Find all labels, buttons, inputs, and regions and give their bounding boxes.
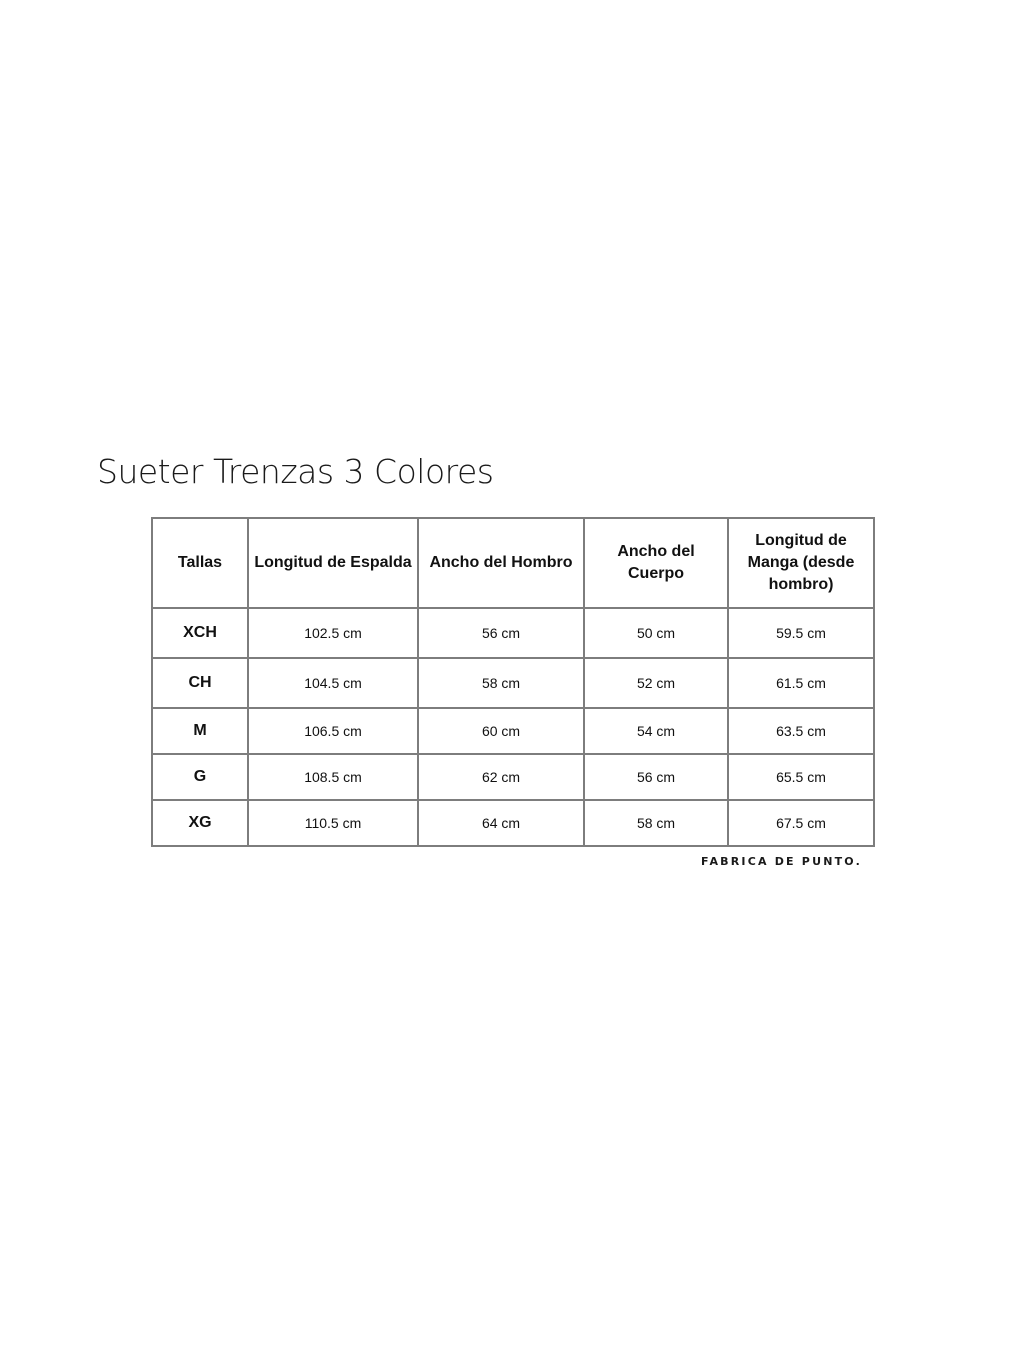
cuerpo-cell: 50 cm	[584, 608, 728, 658]
size-cell: XCH	[152, 608, 248, 658]
manga-cell: 67.5 cm	[728, 800, 874, 846]
cuerpo-cell: 54 cm	[584, 708, 728, 754]
hombro-cell: 56 cm	[418, 608, 584, 658]
espalda-cell: 102.5 cm	[248, 608, 418, 658]
size-cell: G	[152, 754, 248, 800]
cuerpo-cell: 56 cm	[584, 754, 728, 800]
espalda-cell: 106.5 cm	[248, 708, 418, 754]
hombro-cell: 64 cm	[418, 800, 584, 846]
size-cell: XG	[152, 800, 248, 846]
header-longitud-manga: Longitud de Manga (desde hombro)	[728, 518, 874, 608]
espalda-cell: 110.5 cm	[248, 800, 418, 846]
header-longitud-espalda: Longitud de Espalda	[248, 518, 418, 608]
hombro-cell: 58 cm	[418, 658, 584, 708]
size-cell: M	[152, 708, 248, 754]
hombro-cell: 62 cm	[418, 754, 584, 800]
header-ancho-hombro: Ancho del Hombro	[418, 518, 584, 608]
table-header-row	[152, 518, 874, 608]
table-row	[152, 754, 874, 800]
cuerpo-cell: 58 cm	[584, 800, 728, 846]
manga-cell: 61.5 cm	[728, 658, 874, 708]
page-title: Sueter Trenzas 3 Colores	[97, 452, 494, 491]
manga-cell: 65.5 cm	[728, 754, 874, 800]
manga-cell: 63.5 cm	[728, 708, 874, 754]
cuerpo-cell: 52 cm	[584, 658, 728, 708]
size-cell: CH	[152, 658, 248, 708]
size-chart-table	[151, 517, 875, 847]
table-row	[152, 658, 874, 708]
brand-logo-text: FABRICA DE PUNTO.	[701, 855, 862, 868]
espalda-cell: 108.5 cm	[248, 754, 418, 800]
hombro-cell: 60 cm	[418, 708, 584, 754]
manga-cell: 59.5 cm	[728, 608, 874, 658]
table-row	[152, 800, 874, 846]
header-tallas: Tallas	[152, 518, 248, 608]
table-row	[152, 708, 874, 754]
header-ancho-cuerpo: Ancho del Cuerpo	[584, 518, 728, 608]
espalda-cell: 104.5 cm	[248, 658, 418, 708]
table-row	[152, 608, 874, 658]
